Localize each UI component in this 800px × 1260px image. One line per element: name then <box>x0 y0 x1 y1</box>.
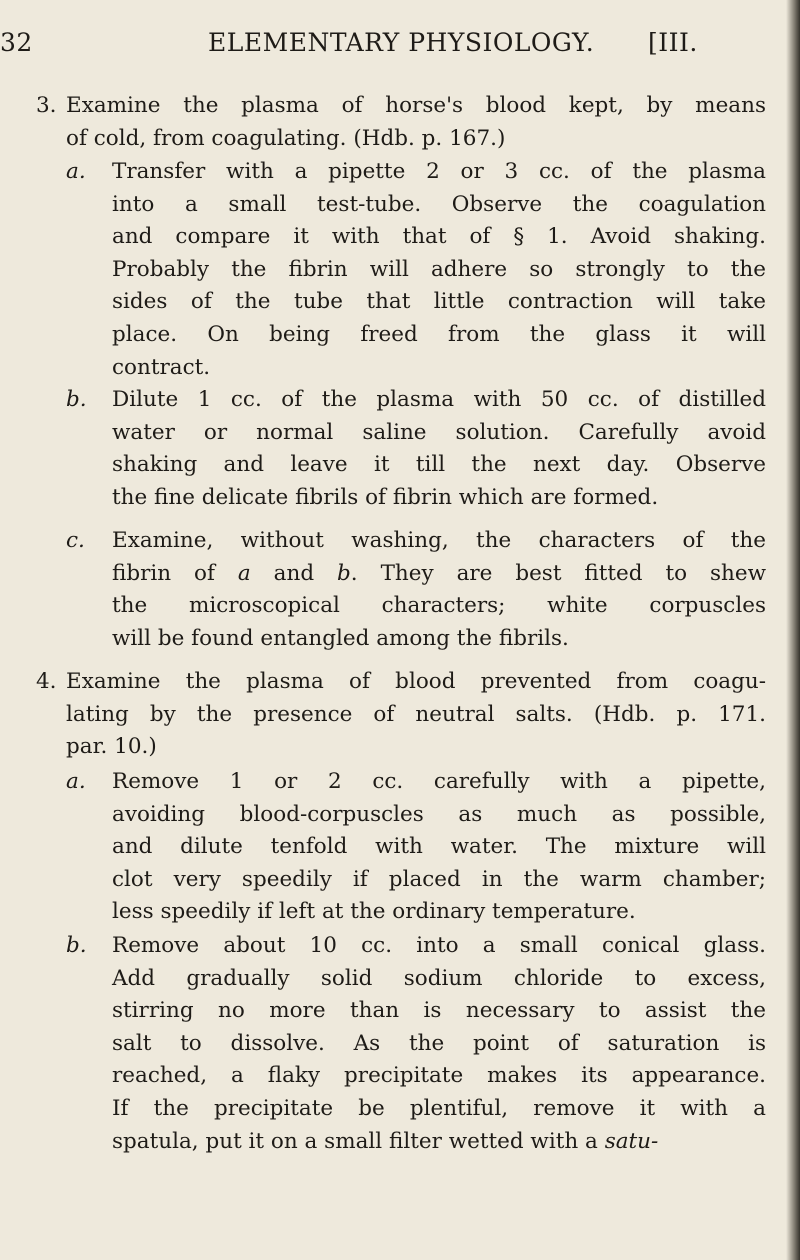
text-fragment: and <box>250 560 338 586</box>
text-line: Remove 1 or 2 cc. carefully with a pipette, <box>112 769 766 794</box>
text-line: lating by the presence of neutral salts. (Hdb. p. 171. <box>66 701 766 727</box>
page-number: 32 <box>0 28 33 57</box>
text-line: of cold, from coagulating. (Hdb. p. 167.) <box>66 125 506 151</box>
text-line: Examine the plasma of horse's blood kept, by means <box>66 93 766 118</box>
text-line: salt to dissolve. As the point of saturation is <box>112 1030 766 1056</box>
italic-fragment: a <box>237 560 251 586</box>
text-line: stirring no more than is necessary to assist the <box>112 998 766 1024</box>
text-line: place. On being freed from the glass it will <box>112 321 766 347</box>
item-4b-text <box>112 930 766 1158</box>
item-3c-text <box>112 525 766 655</box>
text-fragment: spatula, put it on a small filter wetted with a <box>112 1128 605 1154</box>
item-4a-marker: a. <box>66 769 86 794</box>
chapter-marker: [III. <box>648 28 698 57</box>
text-line: the fine delicate fibrils of fibrin which are formed. <box>112 484 659 510</box>
text-line: avoiding blood-corpuscles as much as possible, <box>112 801 766 827</box>
text-line: par. 10.) <box>66 734 157 760</box>
text-line: contract. <box>112 354 211 380</box>
item-3-number: 3. <box>36 93 57 118</box>
text-line: Transfer with a pipette 2 or 3 cc. of the plasma <box>112 159 766 184</box>
text-fragment: . They are best fitted to shew <box>350 560 766 586</box>
text-line: the microscopical characters; white corpuscles <box>112 593 766 619</box>
item-4-intro <box>66 666 766 764</box>
text-line: reached, a flaky precipitate makes its appearance. <box>112 1063 766 1089</box>
item-3b-marker: b. <box>66 387 87 412</box>
italic-fragment: b <box>337 560 351 586</box>
page-edge-shadow <box>786 0 800 1260</box>
text-line: Remove about 10 cc. into a small conical glass. <box>112 933 766 958</box>
text-line <box>112 558 766 591</box>
item-4a-text <box>112 766 766 929</box>
running-title: ELEMENTARY PHYSIOLOGY. <box>208 28 595 57</box>
text-line: sides of the tube that little contraction will take <box>112 289 766 315</box>
item-3-intro <box>66 90 766 155</box>
text-line: and compare it with that of § 1. Avoid shaking. <box>112 224 766 250</box>
text-line: Examine the plasma of blood prevented from coagu- <box>66 669 766 694</box>
text-line: and dilute tenfold with water. The mixture will <box>112 834 766 860</box>
text-line: will be found entangled among the fibrils. <box>112 625 569 651</box>
item-4-number: 4. <box>36 669 57 694</box>
item-4b-marker: b. <box>66 933 87 958</box>
text-line: Add gradually solid sodium chloride to excess, <box>112 965 766 991</box>
text-line <box>112 1126 766 1159</box>
text-line: If the precipitate be plentiful, remove it with a <box>112 1095 766 1121</box>
text-line: shaking and leave it till the next day. Observe <box>112 452 766 478</box>
text-line: Dilute 1 cc. of the plasma with 50 cc. of distilled <box>112 387 766 412</box>
italic-fragment: satu- <box>604 1128 659 1154</box>
text-line: clot very speedily if placed in the warm chamber; <box>112 866 766 892</box>
item-3c-marker: c. <box>66 528 85 553</box>
text-line: into a small test-tube. Observe the coagulation <box>112 191 766 217</box>
item-3a-marker: a. <box>66 159 86 184</box>
text-line: Examine, without washing, the characters of the <box>112 528 766 553</box>
text-line: less speedily if left at the ordinary temperature. <box>112 899 636 925</box>
item-3a-text <box>112 156 766 384</box>
text-line: water or normal saline solution. Carefully avoid <box>112 419 766 445</box>
text-fragment: fibrin of <box>112 560 238 586</box>
text-line: Probably the fibrin will adhere so strongly to the <box>112 256 766 282</box>
item-3b-text <box>112 384 766 514</box>
running-header <box>0 28 780 68</box>
